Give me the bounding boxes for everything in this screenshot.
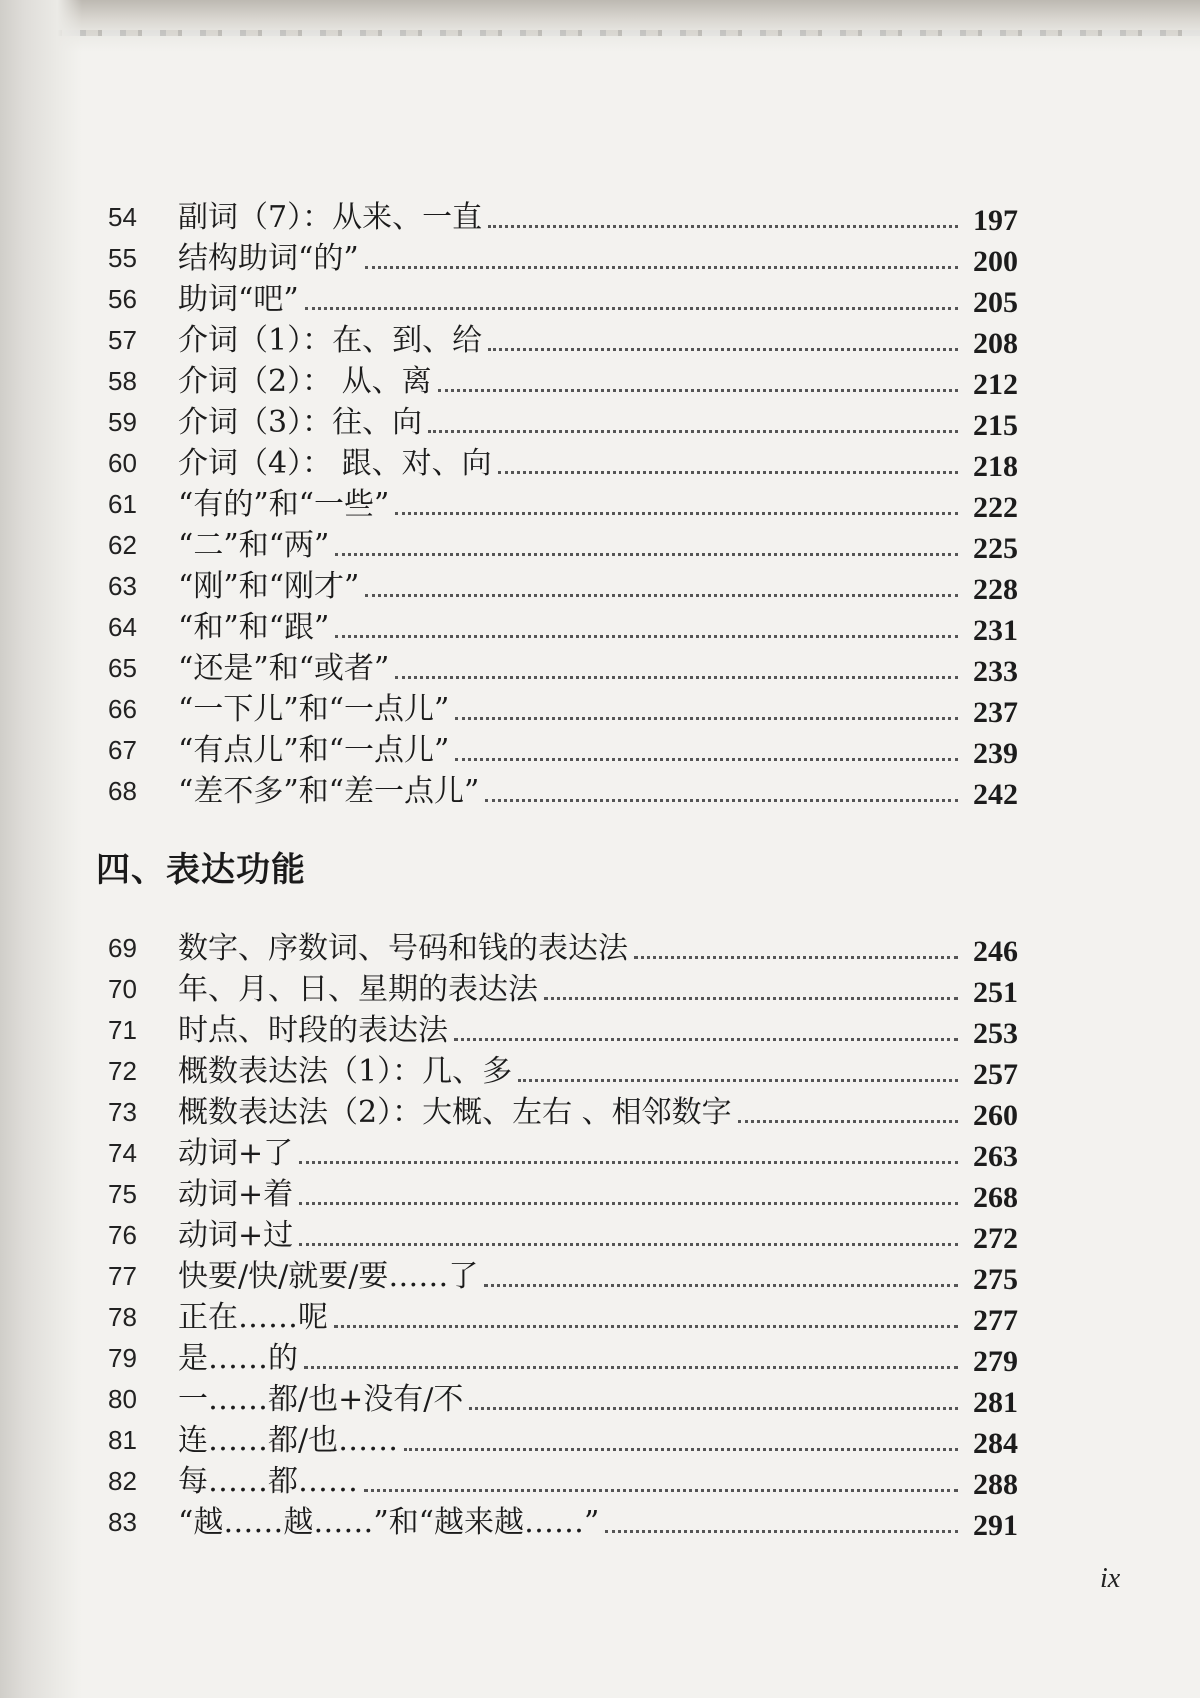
entry-page-number: 215 [973,409,1018,442]
dot-leader [365,594,958,597]
entry-number: 73 [108,1097,137,1127]
entry-title: “和”和“跟” [178,610,330,645]
toc-entry [108,361,1018,402]
toc-entry [108,484,1018,525]
entry-page-number: 208 [973,327,1018,360]
entry-title: 时点、时段的表达法 [178,1013,448,1048]
entry-title: 介词（3）：往、向 [178,405,423,440]
entry-page-number: 239 [973,737,1018,770]
toc-entry [108,279,1018,320]
dot-leader [544,997,958,1000]
entry-title: 正在……呢 [178,1300,328,1335]
entry-page-number: 279 [973,1345,1018,1378]
dot-leader [438,389,958,392]
toc-entry [108,1379,1018,1420]
entry-page-number: 257 [973,1058,1018,1091]
toc-entry [108,566,1018,607]
entry-number: 77 [108,1261,137,1291]
dot-leader [364,1489,958,1492]
toc-entry [108,730,1018,771]
dot-leader [488,348,958,351]
dot-leader [488,225,958,228]
toc-list-lower [108,928,1018,1543]
dot-leader [454,1038,958,1041]
entry-title: “有的”和“一些” [178,487,390,522]
toc-entry [108,1010,1018,1051]
entry-number: 68 [108,776,137,806]
entry-title: 动词+过 [178,1218,294,1253]
dot-leader [485,799,958,802]
entry-page-number: 268 [973,1181,1018,1214]
binding-shadow [0,0,82,1698]
entry-number: 82 [108,1466,137,1496]
entry-title: “刚”和“刚才” [178,569,360,604]
dot-leader [299,1243,958,1246]
entry-page-number: 197 [973,204,1018,237]
entry-number: 66 [108,694,137,724]
entry-number: 65 [108,653,137,683]
entry-number: 55 [108,243,137,273]
toc-entry [108,197,1018,238]
toc-entry [108,1297,1018,1338]
section-heading: 四、表达功能 [96,850,306,890]
entry-title: “差不多”和“差一点儿” [178,774,480,809]
entry-title: 助词“吧” [178,282,299,317]
entry-page-number: 237 [973,696,1018,729]
entry-title: “二”和“两” [178,528,330,563]
dot-leader [305,307,958,310]
toc-entry [108,402,1018,443]
entry-title: 副词（7）：从来、一直 [178,200,483,235]
entry-page-number: 228 [973,573,1018,606]
entry-title: “一下儿”和“一点儿” [178,692,450,727]
toc-entry [108,1461,1018,1502]
entry-number: 61 [108,489,137,519]
entry-page-number: 260 [973,1099,1018,1132]
entry-number: 62 [108,530,137,560]
entry-page-number: 291 [973,1509,1018,1542]
entry-number: 63 [108,571,137,601]
dot-leader [335,553,958,556]
dot-leader [498,471,958,474]
entry-number: 71 [108,1015,137,1045]
entry-title: 一……都/也+没有/不 [178,1382,464,1417]
entry-page-number: 246 [973,935,1018,968]
dot-leader [605,1530,958,1533]
entry-title: 是……的 [178,1341,298,1376]
entry-number: 74 [108,1138,137,1168]
entry-title: 介词（2）： 从、离 [178,364,432,399]
entry-page-number: 288 [973,1468,1018,1501]
entry-page-number: 277 [973,1304,1018,1337]
toc-list-upper [108,197,1018,812]
entry-number: 72 [108,1056,137,1086]
entry-page-number: 222 [973,491,1018,524]
entry-title: 每……都…… [178,1464,358,1499]
entry-page-number: 281 [973,1386,1018,1419]
entry-number: 81 [108,1425,137,1455]
dot-leader [404,1448,958,1451]
dot-leader [455,717,958,720]
toc-entry [108,1092,1018,1133]
entry-title: 概数表达法（1）：几、多 [178,1054,513,1089]
toc-entry [108,1502,1018,1543]
dot-leader [335,635,958,638]
toc-entry [108,648,1018,689]
entry-number: 56 [108,284,137,314]
toc-entry [108,443,1018,484]
scan-top-edge [0,0,1200,52]
entry-number: 67 [108,735,137,765]
toc-entry [108,928,1018,969]
toc-entry [108,607,1018,648]
toc-entry [108,320,1018,361]
entry-title: 结构助词“的” [178,241,359,276]
dot-leader [455,758,958,761]
dot-leader [395,676,958,679]
entry-title: “有点儿”和“一点儿” [178,733,450,768]
entry-page-number: 253 [973,1017,1018,1050]
dot-leader [299,1202,958,1205]
entry-title: “越……越……”和“越来越……” [178,1505,600,1540]
dot-leader [395,512,958,515]
toc-entry [108,238,1018,279]
dot-leader [518,1079,958,1082]
entry-page-number: 251 [973,976,1018,1009]
entry-page-number: 218 [973,450,1018,483]
entry-title: 动词+了 [178,1136,294,1171]
entry-number: 57 [108,325,137,355]
entry-page-number: 231 [973,614,1018,647]
entry-page-number: 233 [973,655,1018,688]
dot-leader [299,1161,958,1164]
entry-title: 概数表达法（2）：大概、左右 、相邻数字 [178,1095,732,1130]
entry-number: 75 [108,1179,137,1209]
toc-entry [108,1051,1018,1092]
toc-entry [108,771,1018,812]
dot-leader [365,266,958,269]
toc-entry [108,1338,1018,1379]
entry-number: 83 [108,1507,137,1537]
entry-number: 76 [108,1220,137,1250]
entry-page-number: 284 [973,1427,1018,1460]
entry-page-number: 205 [973,286,1018,319]
dot-leader [484,1284,958,1287]
page-number: ix [1100,1563,1121,1594]
entry-title: 快要/快/就要/要……了 [178,1259,479,1294]
entry-number: 78 [108,1302,137,1332]
toc-entry [108,1420,1018,1461]
entry-page-number: 242 [973,778,1018,811]
entry-page-number: 225 [973,532,1018,565]
entry-page-number: 275 [973,1263,1018,1296]
toc-entry [108,525,1018,566]
entry-number: 70 [108,974,137,1004]
toc-entry [108,1215,1018,1256]
toc-entry [108,1174,1018,1215]
dot-leader [634,956,958,959]
entry-number: 79 [108,1343,137,1373]
entry-number: 58 [108,366,137,396]
entry-number: 59 [108,407,137,437]
entry-number: 60 [108,448,137,478]
dot-leader [469,1407,958,1410]
entry-page-number: 272 [973,1222,1018,1255]
toc-entry [108,1133,1018,1174]
toc-entry [108,689,1018,730]
dot-leader [334,1325,958,1328]
entry-title: 年、月、日、星期的表达法 [178,972,538,1007]
dot-leader [738,1120,958,1123]
toc-entry [108,1256,1018,1297]
entry-number: 54 [108,202,137,232]
dot-leader [428,430,958,433]
entry-number: 69 [108,933,137,963]
entry-title: 数字、序数词、号码和钱的表达法 [178,931,628,966]
entry-number: 64 [108,612,137,642]
entry-title: “还是”和“或者” [178,651,390,686]
entry-title: 介词（4）： 跟、对、向 [178,446,492,481]
toc-entry [108,969,1018,1010]
entry-page-number: 263 [973,1140,1018,1173]
entry-title: 介词（1）：在、到、给 [178,323,483,358]
entry-title: 动词+着 [178,1177,294,1212]
entry-number: 80 [108,1384,137,1414]
dot-leader [304,1366,958,1369]
entry-page-number: 212 [973,368,1018,401]
entry-title: 连……都/也…… [178,1423,399,1458]
entry-page-number: 200 [973,245,1018,278]
